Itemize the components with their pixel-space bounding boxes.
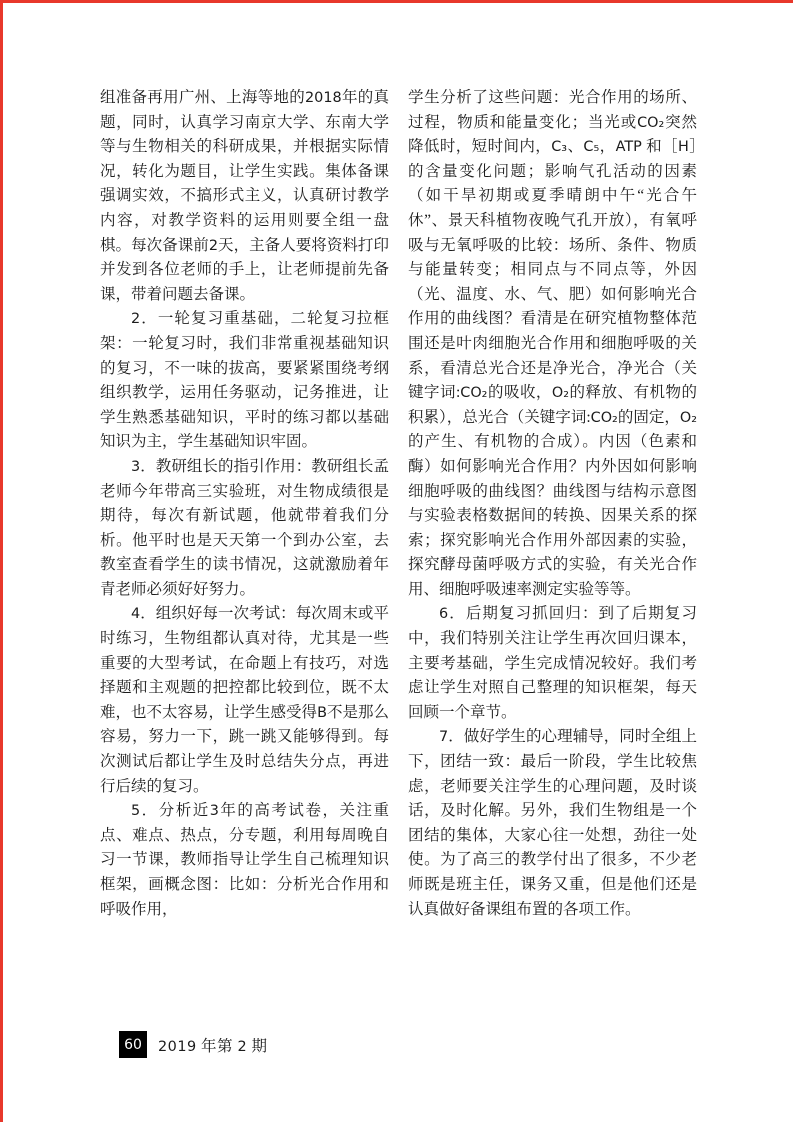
scan-edge-top-mark — [0, 0, 793, 3]
left-column — [100, 86, 389, 922]
paragraph-item-7: 7．做好学生的心理辅导，同时全组上下，团结一致：最后一阶段，学生比较焦虑，老师要关注学生的心理问题，及时谈话，及时化解。另外，我们生物组是一个团结的集体，大家心往一处想，劲往一处使。为了高三的教学付出了很多，不少老师既是班主任，课务又重，但是他们还是认真做好备课组布置的各项工作。 — [408, 728, 697, 918]
page-number-badge: 60 — [119, 1031, 147, 1058]
journal-issue-label: 2019 年第 2 期 — [158, 1037, 268, 1055]
paragraph-item-3: 3．教研组长的指引作用：教研组长孟老师今年带高三实验班，对生物成绩很是期待，每次有新试题，他就带着我们分析。他平时也是天天第一个到办公室，去教室查看学生的读书情况，这就激励着年青老师必须好好努力。 — [100, 457, 389, 598]
two-column-body — [100, 86, 697, 922]
page-footer — [119, 1031, 268, 1058]
scan-edge-left-mark — [0, 0, 3, 1122]
paragraph-item-4: 4．组织好每一次考试：每次周末或平时练习，生物组都认真对待，尤其是一些重要的大型考试，在命题上有技巧，对选择题和主观题的把控都比较到位，既不太难，也不太容易，让学生感受得B不是那么容易，努力一下，跳一跳又能够得到。每次测试后都让学生及时总结失分点，再进行后续的复习。 — [100, 605, 389, 795]
paragraph-item-5-continued: 学生分析了这些问题：光合作用的场所、过程，物质和能量变化；当光或CO₂突然降低时，短时间内，C₃、C₅，ATP 和［H］的含量变化问题；影响气孔活动的因素（如干旱初期或夏季晴朗中午“光合午休”、景天科植物夜晚气孔开放），有氧呼吸与无氧呼吸的比较：场所、条件、物质与能量转变；相同点与不同点等，外因（光、温度、水、气、肥）如何影响光合作用的曲线图？看清是在研究植物整体范围还是叶肉细胞光合作用和细胞呼吸的关系，看清总光合还是净光合，净光合（关键字词:CO₂的吸收，O₂的释放、有机物的积累），总光合（关键字词:CO₂的固定，O₂的产生、有机物的合成）。内因（色素和酶）如何影响光合作用？内外因如何影响细胞呼吸的曲线图？曲线图与结构示意图与实验表格数据间的转换、因果关系的探索；探究影响光合作用外部因素的实验，探究酵母菌呼吸方式的实验，有关光合作用、细胞呼吸速率测定实验等等。 — [408, 89, 697, 598]
paragraph-item-6: 6．后期复习抓回归：到了后期复习中，我们特别关注让学生再次回归课本，主要考基础，学生完成情况较好。我们考虑让学生对照自己整理的知识框架，每天回顾一个章节。 — [408, 605, 697, 721]
paragraph-continuation: 组准备再用广州、上海等地的2018年的真题，同时，认真学习南京大学、东南大学等与生物相关的科研成果，并根据实际情况，转化为题目，让学生实践。集体备课强调实效，不搞形式主义，认真研讨教学内容，对教学资料的运用则要全组一盘棋。每次备课前2天，主备人要将资料打印并发到各位老师的手上，让老师提前先备课，带着问题去备课。 — [100, 89, 389, 303]
paragraph-item-2: 2．一轮复习重基础，二轮复习拉框架：一轮复习时，我们非常重视基础知识的复习，不一味的拔高，要紧紧围绕考纲组织教学，运用任务驱动，记务推进，让学生熟悉基础知识，平时的练习都以基础知识为主，学生基础知识牢固。 — [100, 310, 389, 451]
right-column — [408, 86, 697, 922]
paragraph-item-5: 5．分析近3年的高考试卷，关注重点、难点、热点，分专题，利用每周晚自习一节课，教师指导让学生自己梳理知识框架，画概念图：比如：分析光合作用和呼吸作用， — [100, 802, 389, 918]
